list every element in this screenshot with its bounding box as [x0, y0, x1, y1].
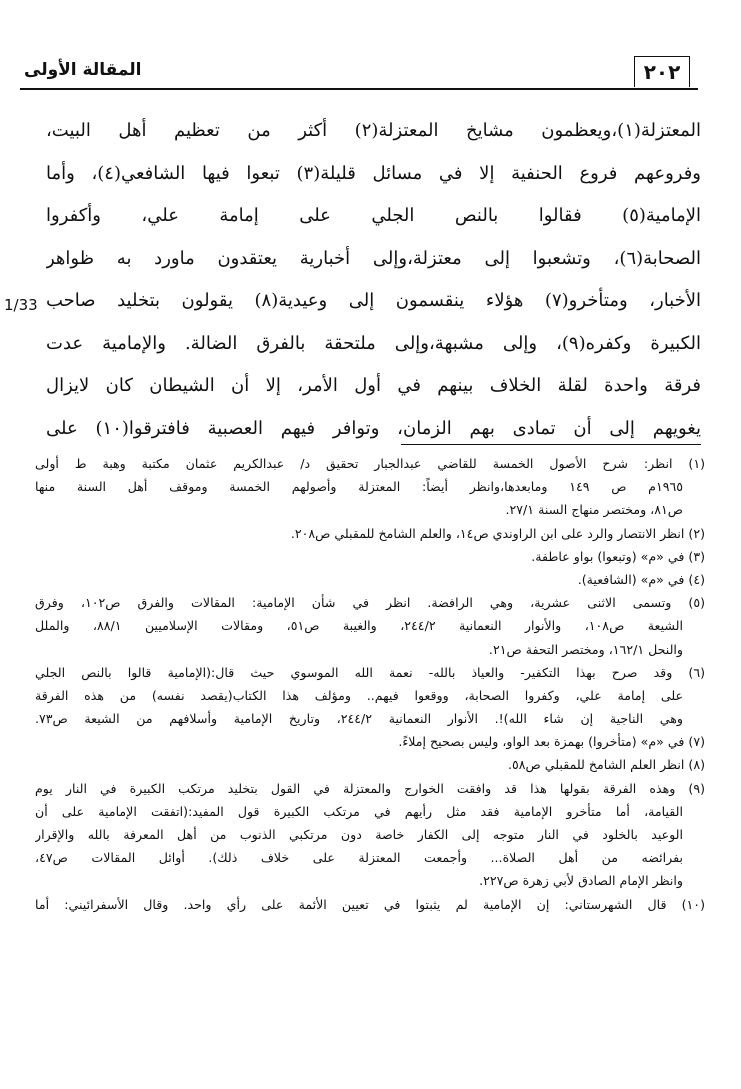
header-rule: [20, 88, 698, 90]
footnote-line: (١) انظر: شرح الأصول الخمسة للقاضي عبدالجبار تحقيق د/ عبدالكريم عثمان مكتبة وهبة ط أولى: [35, 456, 705, 471]
footnote-line: (٨) انظر العلم الشامخ للمقبلي ص٥٨.: [507, 757, 705, 773]
footnote-separator: [401, 444, 701, 445]
footnote-line: (٢) انظر الانتصار والرد على ابن الراوندي ص١٤، والعلم الشامخ للمقبلي ص٢٠٨.: [290, 525, 705, 541]
footnote-line: (١٠) قال الشهرستاني: إن الإمامية لم يثبتوا في تعيين الأئمة على رأي واحد. وقال الأسفرائيني: أما: [35, 896, 705, 912]
footnote-line: (٥) وتسمى الاثنى عشرية، وهي الرافضة. انظر في شأن الإمامية: المقالات والفرق ص١٠٢، وفرق: [35, 595, 705, 611]
page-header: [20, 56, 698, 90]
footnote-line: وانظر الإمام الصادق لأبي زهرة ص٢٢٧.: [479, 873, 683, 889]
body-line: الصحابة(٦)، وتشعبوا إلى معتزلة،وإلى أخبارية يعتقدون ماورد به ظواهر: [46, 247, 701, 269]
footnote-line: والنحل ١٦٢/١، ومختصر التحفة ص٢١.: [488, 641, 683, 657]
footnote-line: الوعيد بالخلود في النار متوجه إلى الكفار خاصة دون مرتكبي الذنوب من أهل المعرفة بالله والإقرار: [35, 827, 683, 842]
margin-reference: 1/33: [4, 296, 38, 314]
footnote-line: (٩) وهذه الفرقة بقولها هذا قد وافقت الخوارج والمعتزلة في القول بتخليد مرتكب الكبيرة في النار يوم: [35, 780, 705, 796]
main-text: [46, 110, 701, 450]
body-line: المعتزلة(١)،ويعظمون مشايخ المعتزلة(٢) أكثر من تعظيم أهل البيت،: [46, 120, 701, 141]
body-line: الأخبار، ومتأخرو(٧) هؤلاء ينقسمون إلى وعيدية(٨) يقولون بتخليد صاحب: [46, 290, 701, 311]
chapter-title: المقالة الأولى: [24, 60, 142, 80]
body-line: وفروعهم فروع الحنفية إلا في مسائل قليلة(٣) تبعوا فيها الشافعي(٤)، وأما: [46, 162, 701, 184]
footnote-line: على إمامة علي، وكفروا الصحابة، ووقعوا فيهم.. ومؤلف هذا الكتاب(يقصد نفسه) من هذه الفرقة: [35, 687, 683, 703]
footnotes: [35, 452, 705, 916]
footnote-line: الشيعة ص١٠٨، والأنوار النعمانية ٢٤٤/٢، والغيبة ص٥١، ومقالات الإسلاميين ٨٨/١، والملل: [35, 618, 683, 634]
body-line: فرقة واحدة لقلة الخلاف بينهم في أول الأمر، إلا أن الشيطان كان لايزال: [46, 375, 701, 396]
footnote-line: بفرائضه من أهل الصلاة... وأجمعت المعتزلة على خلاف ذلك). أوائل المقالات ص٤٧،: [35, 850, 683, 866]
footnote-line: ١٩٦٥م ص ١٤٩ ومابعدها،وانظر أيضاً: المعتزلة وأصولهم الخمسة وموقف أهل السنة منها: [35, 479, 684, 495]
footnote-line: (٤) في «م» (الشافعية).: [577, 571, 705, 587]
footnote-line: (٧) في «م» (متأخروا) بهمزة بعد الواو، وليس بصحيح إملاءً.: [398, 734, 705, 750]
page-number: ٢٠٢: [634, 56, 690, 87]
body-line: الإمامية(٥) فقالوا بالنص الجلي على إمامة علي، وأكفروا: [46, 205, 701, 226]
footnote-line: وهي الناجية إن شاء الله)!. الأنوار النعمانية ٢٤٤/٢، وتاريخ الإمامية وأسلافهم من الشيعة ص٧٣.: [35, 711, 683, 727]
footnote-line: ص٨١، ومختصر منهاج السنة ٢٧/١.: [505, 502, 683, 518]
body-line: الكبيرة وكفره(٩)، وإلى مشبهة،وإلى ملتحقة بالفرق الضالة. والإمامية عدت: [46, 332, 701, 354]
footnote-line: (٦) وقد صرح بهذا التكفير- والعياذ بالله- نعمة الله الموسوي حيث قال:(الإمامية قالوا بالنص الجلي: [35, 664, 705, 680]
footnote-line: (٣) في «م» (وتبعوا) بواو عاطفة.: [531, 548, 705, 564]
footnote-line: القيامة، أما متأخرو الإمامية فقد مثل رأيهم في مرتكب الكبيرة قول المفيد:(اتفقت الإمامية على أن: [35, 803, 683, 819]
body-line: يغويهم إلى أن تمادى بهم الزمان، وتوافر فيهم العصبية فافترقوا(١٠) على: [46, 417, 701, 439]
